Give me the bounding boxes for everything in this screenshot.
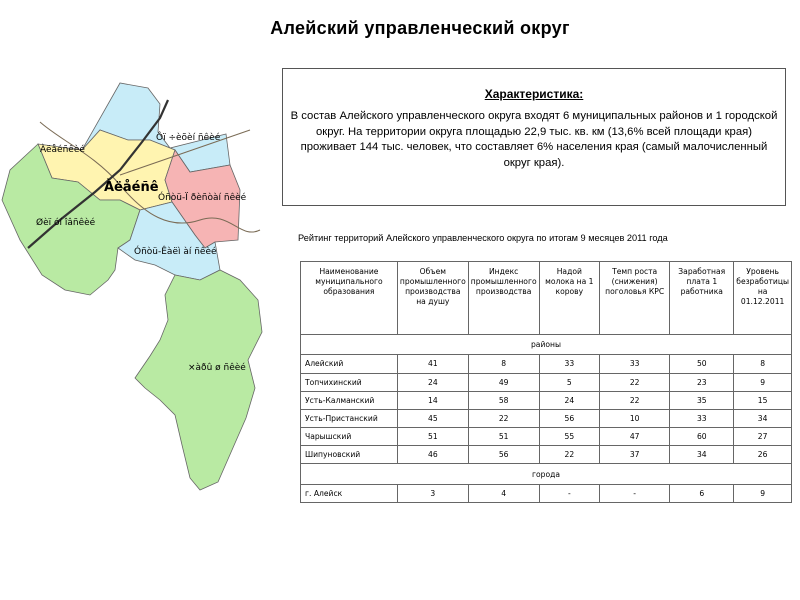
cell-name: Усть-Калманский	[301, 391, 398, 409]
map-label-ust-kalmansky: Óñòü-Êàëì àí ñêèé	[134, 247, 217, 257]
cell-value: 24	[539, 391, 599, 409]
cell-value: 24	[397, 373, 468, 391]
header-production: Объем промышленного производства на душу	[397, 262, 468, 335]
cell-value: 22	[468, 409, 539, 427]
section-row-cities	[301, 464, 792, 484]
cell-name: Алейский	[301, 355, 398, 373]
section-row-districts	[301, 335, 792, 355]
cell-value: 37	[600, 446, 670, 464]
cell-value: 60	[670, 428, 734, 446]
cell-value: 34	[670, 446, 734, 464]
map-label-ust-pristansky: Óñòü-Ï ðèñòàí ñêèé	[158, 193, 247, 203]
cell-value: 22	[600, 391, 670, 409]
table-row	[301, 446, 792, 464]
header-production-index: Индекс промышленного производства	[468, 262, 539, 335]
section-label-districts: районы	[301, 335, 792, 355]
cell-value: 55	[539, 428, 599, 446]
cell-name: Шипуновский	[301, 446, 398, 464]
map-label-shipunovsky: Øèï óí îâñêèé	[36, 218, 96, 228]
cell-value: 50	[670, 355, 734, 373]
cell-value: 15	[734, 391, 792, 409]
cell-value: 51	[468, 428, 539, 446]
cell-value: 22	[600, 373, 670, 391]
cell-value: 58	[468, 391, 539, 409]
cell-value: 26	[734, 446, 792, 464]
cell-value: 45	[397, 409, 468, 427]
table-row	[301, 428, 792, 446]
cell-value: 8	[734, 355, 792, 373]
cell-value: 6	[670, 484, 734, 502]
map-district-charyshsky	[135, 270, 262, 490]
cell-value: 49	[468, 373, 539, 391]
characteristics-heading: Характеристика:	[484, 87, 584, 101]
cell-value: 46	[397, 446, 468, 464]
header-salary: Заработная плата 1 работника	[670, 262, 734, 335]
cell-value: 56	[539, 409, 599, 427]
cell-value: 4	[468, 484, 539, 502]
cell-name: Топчихинский	[301, 373, 398, 391]
cell-value: 5	[539, 373, 599, 391]
cell-value: -	[600, 484, 670, 502]
cell-value: 34	[734, 409, 792, 427]
table-header-row	[301, 262, 792, 335]
cell-value: 9	[734, 373, 792, 391]
map-label-city-aleysk: Àëåéñê	[104, 180, 159, 195]
section-label-cities: города	[301, 464, 792, 484]
table-row	[301, 484, 792, 502]
cell-value: 9	[734, 484, 792, 502]
cell-value: 8	[468, 355, 539, 373]
characteristics-box	[282, 68, 786, 206]
table-row	[301, 355, 792, 373]
cell-value: 10	[600, 409, 670, 427]
cell-value: -	[539, 484, 599, 502]
cell-value: 51	[397, 428, 468, 446]
cell-value: 47	[600, 428, 670, 446]
cell-value: 33	[600, 355, 670, 373]
cell-value: 33	[670, 409, 734, 427]
table-row	[301, 409, 792, 427]
map-label-aleysky: Àëåéñêèé	[40, 145, 85, 155]
cell-value: 33	[539, 355, 599, 373]
rating-table	[300, 261, 792, 503]
header-unemployment: Уровень безработицы на 01.12.2011	[734, 262, 792, 335]
cell-value: 35	[670, 391, 734, 409]
header-name: Наименование муниципального образования	[301, 262, 398, 335]
cell-value: 14	[397, 391, 468, 409]
page-title: Алейский управленческий округ	[270, 18, 570, 38]
cell-value: 3	[397, 484, 468, 502]
cell-name: Усть-Пристанский	[301, 409, 398, 427]
map-label-charyshsky: ×àðû ø ñêèé	[188, 363, 246, 373]
rating-title: Рейтинг территорий Алейского управленческого округа по итогам 9 месяцев 2011 года	[298, 233, 668, 243]
cell-name: Чарышский	[301, 428, 398, 446]
header-milk-yield: Надой молока на 1 корову	[539, 262, 599, 335]
district-map-svg	[0, 70, 290, 530]
cell-name: г. Алейск	[301, 484, 398, 502]
cell-value: 41	[397, 355, 468, 373]
cell-value: 23	[670, 373, 734, 391]
table-row	[301, 373, 792, 391]
district-map	[0, 70, 290, 530]
map-label-topchikhinsky: Ôï ÷èõèí ñêèé	[156, 133, 221, 143]
cell-value: 22	[539, 446, 599, 464]
header-cattle-growth: Темп роста (снижения) поголовья КРС	[600, 262, 670, 335]
cell-value: 56	[468, 446, 539, 464]
cell-value: 27	[734, 428, 792, 446]
table-row	[301, 391, 792, 409]
characteristics-text: В состав Алейского управленческого округа входят 6 муниципальных районов и 1 городской округ. На территории округа площадью 22,9 тыс. кв. км (13,6% всей площади края) проживает 144 тыс. человек, что составляет 6% населения края (самый малочисленный округ края).	[290, 110, 778, 169]
